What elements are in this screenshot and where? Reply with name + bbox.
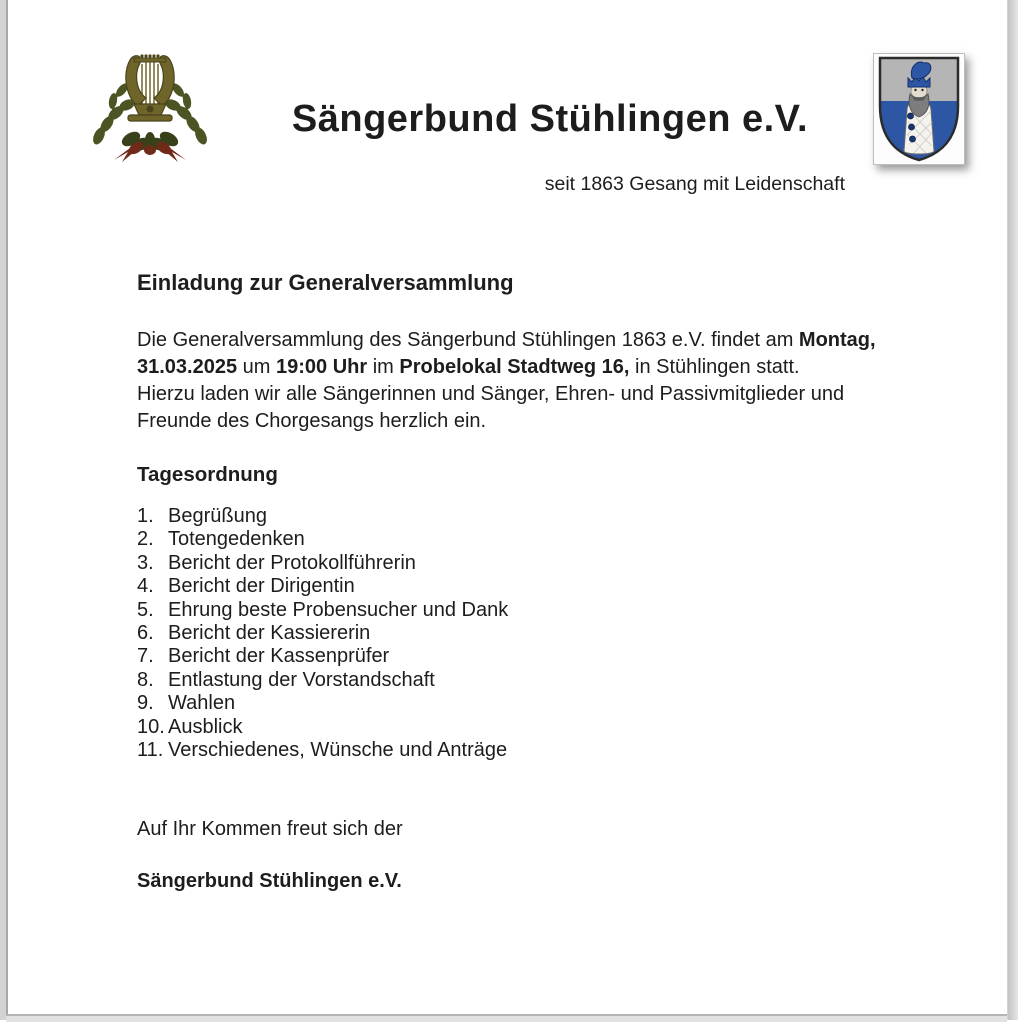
agenda-item — [137, 669, 508, 692]
page-edge-right — [1007, 0, 1018, 1020]
intro-text: Die Generalversammlung des Sängerbund Stühlingen 1863 e.V. findet am — [137, 329, 799, 351]
agenda-item-number: 5. — [137, 598, 154, 621]
intro-line-2: 31.03.2025 um 19:00 Uhr im Probelokal Stadtweg 16, in Stühlingen statt. — [137, 356, 800, 378]
agenda-item-number: 6. — [137, 622, 154, 645]
coat-of-arms-icon — [873, 53, 965, 165]
event-date: 31.03.2025 — [137, 356, 238, 378]
agenda-item-number: 4. — [137, 575, 154, 598]
agenda-item — [137, 692, 508, 715]
agenda-item-text: Bericht der Kassiererin — [168, 622, 371, 645]
agenda-item — [137, 716, 508, 739]
agenda-heading: Tagesordnung — [137, 463, 278, 486]
intro-paragraph — [137, 327, 876, 435]
agenda-item-number: 11. — [137, 739, 164, 762]
agenda-item-text: Bericht der Kassenprüfer — [168, 645, 390, 668]
signature-line: Sängerbund Stühlingen e.V. — [137, 870, 402, 892]
invitation-heading: Einladung zur Generalversammlung — [137, 270, 514, 295]
event-time: 19:00 Uhr — [276, 356, 368, 378]
agenda-item — [137, 552, 508, 575]
intro-line-4: Freunde des Chorgesangs herzlich ein. — [137, 410, 487, 432]
club-tagline: seit 1863 Gesang mit Leidenschaft — [544, 173, 845, 195]
page-edge-bottom — [6, 1014, 1007, 1022]
agenda-list — [137, 505, 508, 762]
agenda-item — [137, 505, 508, 528]
lyre-wreath-emblem-icon — [84, 44, 216, 168]
agenda-item — [137, 599, 508, 622]
agenda-item-number: 1. — [137, 505, 154, 527]
agenda-item-number: 2. — [137, 528, 154, 551]
agenda-item-text: Begrüßung — [168, 505, 267, 527]
event-location: Probelokal Stadtweg 16, — [399, 356, 630, 378]
agenda-item-text: Wahlen — [168, 692, 236, 715]
agenda-item-number: 10. — [137, 715, 165, 738]
agenda-item-text: Ausblick — [168, 715, 243, 738]
agenda-item-number: 3. — [137, 551, 154, 574]
agenda-item-number: 9. — [137, 692, 154, 715]
event-day: Montag, — [798, 329, 876, 351]
page-edge-left — [0, 0, 8, 1020]
agenda-item-text: Bericht der Protokollführerin — [168, 551, 416, 574]
agenda-item-number: 7. — [137, 645, 154, 668]
agenda-item-text: Ehrung beste Probensucher und Dank — [168, 598, 509, 621]
agenda-item-text: Entlastung der Vorstandschaft — [168, 668, 435, 691]
agenda-item — [137, 622, 508, 645]
agenda-item — [137, 739, 508, 762]
agenda-item — [137, 528, 508, 551]
agenda-item-text: Totengedenken — [168, 528, 305, 551]
page-title: Sängerbund Stühlingen e.V. — [291, 98, 809, 140]
agenda-item-text: Bericht der Dirigentin — [168, 575, 355, 598]
agenda-item-text: Verschiedenes, Wünsche und Anträge — [168, 739, 508, 762]
agenda-item-number: 8. — [137, 668, 154, 691]
intro-line-3: Hierzu laden wir alle Sängerinnen und Sänger, Ehren- und Passivmitglieder und — [137, 383, 845, 405]
closing-line: Auf Ihr Kommen freut sich der — [137, 818, 403, 840]
agenda-item — [137, 575, 508, 598]
agenda-item — [137, 645, 508, 668]
intro-line-1 — [137, 327, 876, 354]
